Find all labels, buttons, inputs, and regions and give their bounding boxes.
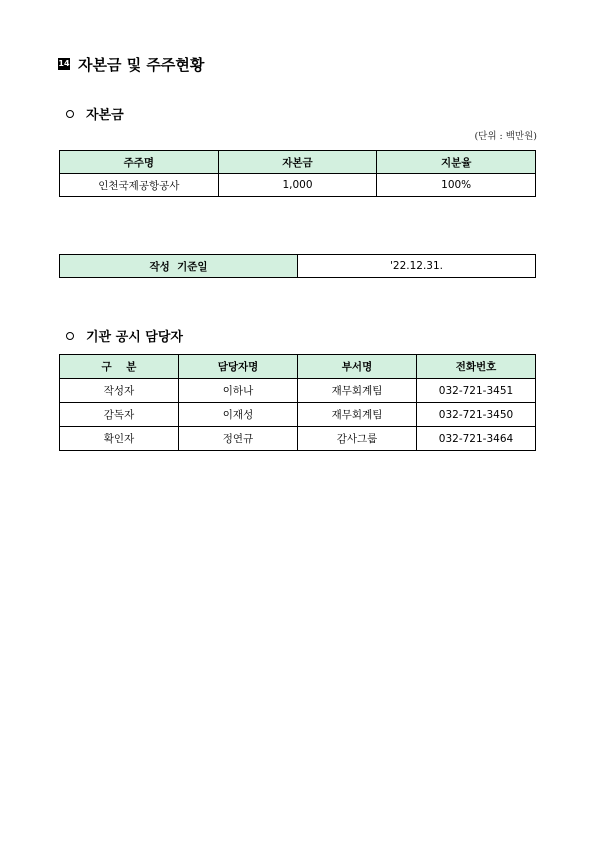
cell-phone: 032-721-3451 bbox=[417, 379, 536, 403]
header-share-ratio: 지분율 bbox=[377, 151, 536, 174]
cell-phone: 032-721-3450 bbox=[417, 403, 536, 427]
cell-person: 정연규 bbox=[179, 427, 298, 451]
unit-label: (단위 : 백만원) bbox=[474, 131, 537, 142]
circle-bullet-icon bbox=[66, 332, 74, 340]
section-number-badge: 14 bbox=[58, 59, 70, 68]
table-row bbox=[60, 174, 536, 197]
base-date-label: 작성 기준일 bbox=[60, 255, 298, 278]
base-date-table bbox=[59, 254, 536, 278]
cell-category: 확인자 bbox=[60, 427, 179, 451]
header-capital: 자본금 bbox=[218, 151, 377, 174]
page-title-text: 자본금 및 주주현황 bbox=[78, 55, 205, 74]
cell-capital: 1,000 bbox=[218, 174, 377, 197]
header-category: 구 분 bbox=[60, 355, 179, 379]
header-shareholder: 주주명 bbox=[60, 151, 219, 174]
cell-person: 이재성 bbox=[179, 403, 298, 427]
header-person: 담당자명 bbox=[179, 355, 298, 379]
cell-category: 감독자 bbox=[60, 403, 179, 427]
contact-table bbox=[59, 354, 536, 451]
circle-bullet-icon bbox=[66, 110, 74, 118]
table-row bbox=[60, 379, 536, 403]
base-date-value: '22.12.31. bbox=[298, 255, 536, 278]
contact-heading-text: 기관 공시 담당자 bbox=[86, 330, 183, 345]
cell-department: 재무회계팀 bbox=[298, 379, 417, 403]
contact-section-heading bbox=[66, 326, 183, 345]
table-header-row bbox=[60, 151, 536, 174]
cell-share-ratio: 100% bbox=[377, 174, 536, 197]
capital-heading-text: 자본금 bbox=[86, 108, 124, 123]
table-row bbox=[60, 255, 536, 278]
table-row bbox=[60, 403, 536, 427]
table-row bbox=[60, 427, 536, 451]
cell-person: 이하나 bbox=[179, 379, 298, 403]
cell-department: 감사그룹 bbox=[298, 427, 417, 451]
cell-phone: 032-721-3464 bbox=[417, 427, 536, 451]
header-department: 부서명 bbox=[298, 355, 417, 379]
cell-category: 작성자 bbox=[60, 379, 179, 403]
capital-section-heading bbox=[66, 104, 124, 123]
cell-shareholder: 인천국제공항공사 bbox=[60, 174, 219, 197]
cell-department: 재무회계팀 bbox=[298, 403, 417, 427]
page-title bbox=[58, 54, 204, 74]
capital-table bbox=[59, 150, 536, 197]
table-header-row bbox=[60, 355, 536, 379]
header-phone: 전화번호 bbox=[417, 355, 536, 379]
